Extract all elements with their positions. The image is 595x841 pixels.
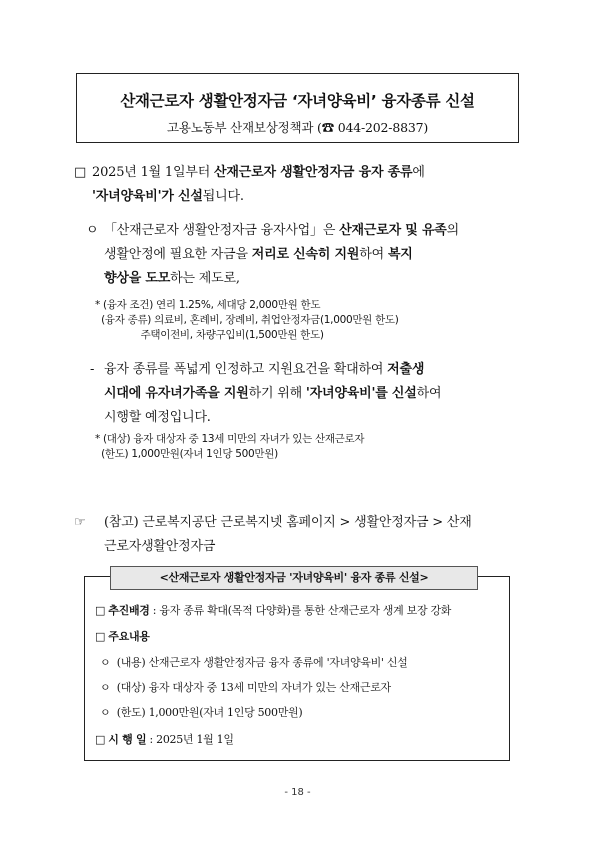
background-text: : 융자 종류 확대(목적 다양화)를 통한 산재근로자 생계 보장 강화: [149, 604, 452, 617]
intro-text-1: 2025년 1월 1일부터: [92, 165, 215, 180]
program-bold-4: 향상을 도모: [104, 271, 171, 286]
summary-item-content: [100, 654, 408, 670]
summary-background: [95, 602, 451, 618]
newloan-bold-2: 시대에 유자녀가족을 지원: [104, 386, 249, 401]
intro-bold-2: '자녀양육비'가 신설: [92, 189, 203, 204]
circle-bullet: ㅇ: [100, 656, 111, 669]
dash-bullet: -: [90, 362, 95, 377]
intro-text-3: 됩니다.: [202, 189, 244, 204]
item-content-text: (내용) 산재근로자 생활안정자금 융자 종류에 '자녀양육비' 신설: [116, 656, 408, 669]
new-loan-description: [104, 358, 534, 430]
circle-bullet: ㅇ: [86, 223, 99, 238]
program-text-2: 의: [446, 223, 460, 238]
program-text-3: 생활안정에 필요한 자금을: [104, 247, 252, 262]
item-target-text: (대상) 융자 대상자 중 13세 미만의 자녀가 있는 산재근로자: [116, 681, 391, 694]
summary-effective-date: [95, 731, 234, 747]
reference-line-2: 근로자생활안정자금: [104, 539, 216, 554]
square-bullet: □: [95, 604, 106, 617]
summary-main-heading: [95, 628, 150, 644]
program-bold-1: 산재근로자 및 유족: [339, 223, 447, 238]
intro-text-2: 에: [412, 165, 425, 180]
newloan-text-2: 하기 위해: [248, 386, 306, 401]
background-label: 추진배경: [108, 604, 150, 617]
summary-item-target: [100, 679, 391, 695]
page-number: - 18 -: [284, 787, 311, 798]
newloan-text-1: 융자 종류를 폭넓게 인정하고 지원요건을 확대하여: [104, 362, 388, 377]
department-contact: 고용노동부 산재보상정책과 (☎ 044-202-8837): [166, 120, 429, 135]
newloan-text-3: 하여: [416, 386, 442, 401]
square-bullet: □: [95, 630, 106, 643]
program-bold-3: 복지: [387, 247, 413, 262]
program-text-5: 하는 제도로,: [170, 271, 240, 286]
program-text-4: 하여: [359, 247, 388, 262]
square-bullet: □: [74, 165, 87, 180]
effective-date-text: : 2025년 1월 1일: [146, 733, 234, 746]
pointer-icon: ☞: [74, 515, 86, 530]
document-title: 산재근로자 생활안정자금 ‘자녀양육비’ 융자종류 신설: [120, 92, 475, 110]
newloan-bold-1: 저출생: [387, 362, 425, 377]
circle-bullet: ㅇ: [100, 706, 111, 719]
title-box: [76, 73, 519, 143]
effective-date-label: 시 행 일: [108, 733, 147, 746]
program-text-1: 「산재근로자 생활안정자금 융자사업」은: [104, 223, 340, 238]
intro-bold-1: 산재근로자 생활안정자금 융자 종류: [214, 165, 413, 180]
program-description: [104, 219, 534, 291]
summary-title: <산재근로자 생활안정자금 '자녀양육비' 융자 종류 신설>: [110, 566, 478, 590]
reference-line-1: (참고) 근로복지공단 근로복지넷 홈페이지 > 생활안정자금 > 산재: [104, 515, 472, 530]
newloan-text-4: 시행할 예정입니다.: [104, 410, 211, 425]
intro-paragraph: [92, 161, 532, 209]
newloan-bold-3: '자녀양육비'를 신설: [305, 386, 417, 401]
loan-conditions-note: * (융자 조건) 연리 1.25%, 세대당 2,000만원 한도 (융자 종류) 의료비, 혼례비, 장례비, 취업안정자금(1,000만원 한도) 주택이전비, 차량구입비(1,500만원 한도): [95, 299, 399, 341]
reference-note: [104, 511, 534, 559]
main-content-label: 주요내용: [108, 630, 150, 643]
item-limit-text: (한도) 1,000만원(자녀 1인당 500만원): [116, 706, 303, 719]
program-bold-2: 저리로 신속히 지원: [251, 247, 360, 262]
target-limit-note: * (대상) 융자 대상자 중 13세 미만의 자녀가 있는 산재근로자 (한도) 1,000만원(자녀 1인당 500만원): [95, 433, 365, 460]
summary-item-limit: [100, 704, 302, 720]
square-bullet: □: [95, 733, 106, 746]
circle-bullet: ㅇ: [100, 681, 111, 694]
